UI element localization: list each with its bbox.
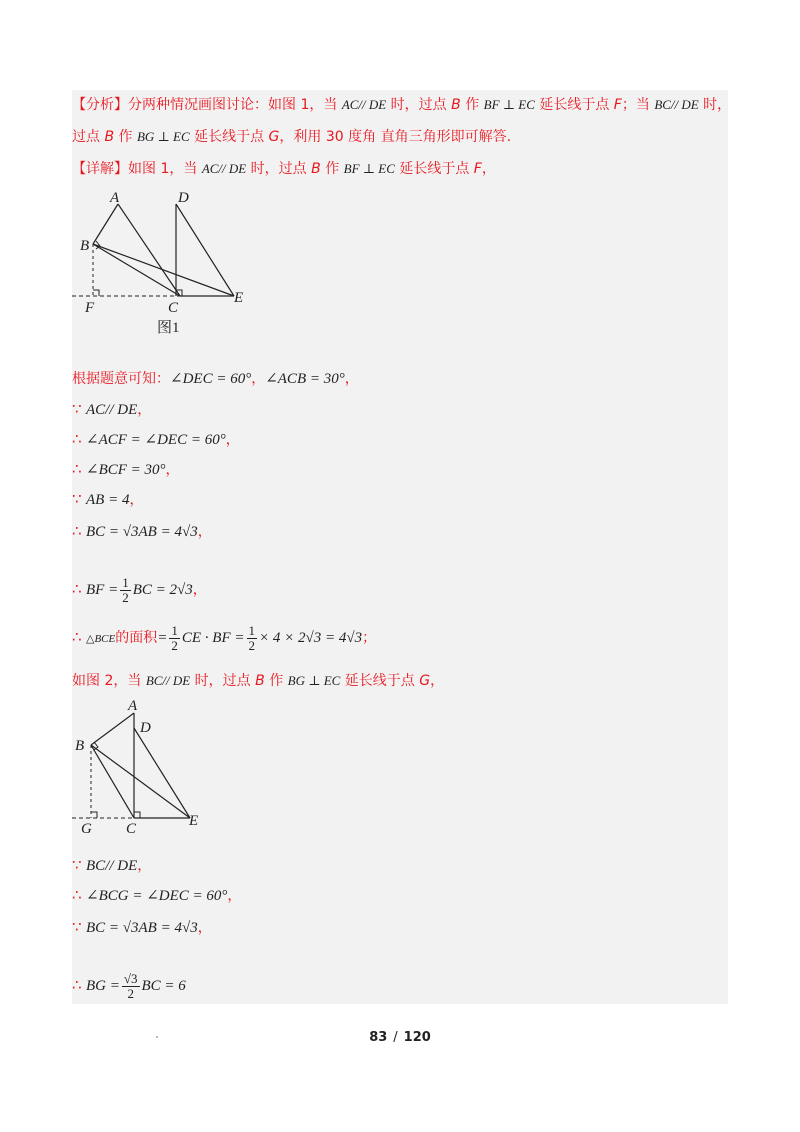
fig2-label-c: C: [126, 821, 137, 836]
fig2-label-e: E: [189, 813, 199, 829]
total-pages: 120: [403, 1030, 431, 1045]
fig1-caption: 图1: [157, 320, 180, 336]
case-2-line: 如图 2，当 BC// DE 时，过点 B 作 BG ⊥ EC 延长线于点 G，: [72, 673, 445, 689]
detail-tag: 【详解】: [72, 161, 128, 177]
step2-1: ∵ BC// DE，: [72, 856, 152, 874]
step-3: ∴ ∠BCF = 30°，: [72, 460, 180, 478]
figure-2: [72, 696, 222, 836]
fig1-label-e: E: [234, 290, 244, 306]
fig1-label-f: F: [85, 300, 95, 316]
step-7: ∴ △BCE的面积= $\frac{1}{2}$ CE · BF = $\frac{1}{2}$ × 4 × 2√3 = 4√3；: [72, 622, 377, 653]
step-given: 根据题意可知：∠DEC = 60°，∠ACB = 30°，: [72, 371, 359, 387]
analysis-tag: 【分析】: [72, 97, 128, 113]
fraction: $\frac{1}{2}$: [122, 574, 129, 605]
figure-1: [72, 186, 272, 346]
step2-4: ∴ BG = $\frac{√3}{2}$ BC = 6: [72, 970, 186, 1001]
analysis-line-2: 过点 B 作 BG ⊥ EC 延长线于点 G，利用 30 度角 直角三角形即可解答.: [72, 129, 512, 145]
fig1-label-d: D: [178, 190, 189, 206]
step-1: ∵ AC// DE，: [72, 400, 152, 418]
fig2-label-g: G: [81, 821, 92, 836]
fig2-label-b: B: [75, 738, 85, 754]
step2-3: ∵ BC = √3AB = 4√3，: [72, 918, 212, 936]
fraction: $\frac{1}{2}$: [171, 622, 178, 653]
current-page: 83: [369, 1030, 388, 1045]
step2-2: ∴ ∠BCG = ∠DEC = 60°，: [72, 886, 242, 904]
step-6: ∴ BF = $\frac{1}{2}$ BC = 2√3，: [72, 574, 207, 605]
fig1-label-c: C: [168, 300, 179, 316]
fig2-label-d: D: [140, 720, 151, 736]
step-4: ∵ AB = 4，: [72, 490, 144, 508]
page-number: 83 / 120: [369, 1030, 431, 1045]
step-5: ∴ BC = √3AB = 4√3，: [72, 522, 212, 540]
analysis-line-1: 【分析】分两种情况画图讨论：如图 1，当 AC// DE 时，过点 B 作 BF ⊥ EC 延长线于点 F；当 BC// DE 时，: [72, 97, 732, 113]
fraction: $\frac{√3}{2}$: [123, 970, 138, 1001]
fraction: $\frac{1}{2}$: [248, 622, 255, 653]
detail-line: 【详解】如图 1，当 AC// DE 时，过点 B 作 BF ⊥ EC 延长线于点 F，: [72, 161, 496, 177]
fig1-label-a: A: [110, 190, 120, 206]
step-2: ∴ ∠ACF = ∠DEC = 60°，: [72, 430, 240, 448]
fig1-label-b: B: [80, 238, 90, 254]
fig2-label-a: A: [128, 698, 138, 714]
